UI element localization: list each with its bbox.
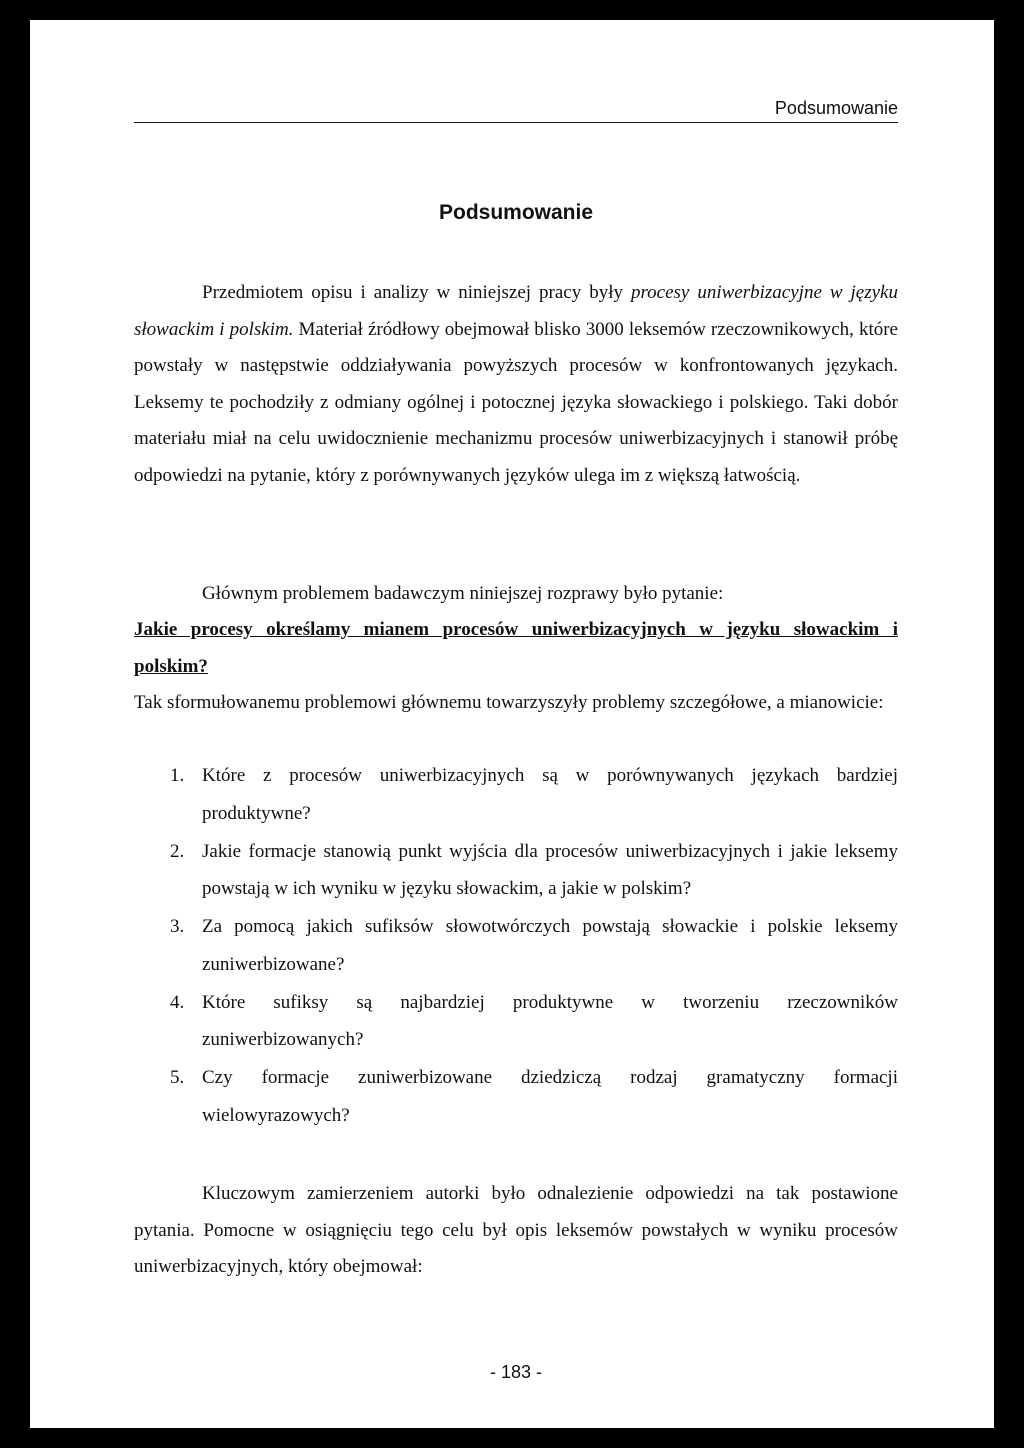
paragraph-intro-lead: Przedmiotem opisu i analizy w niniejszej pracy były	[202, 282, 631, 303]
list-item-text: Za pomocą jakich sufiksów słowotwórczych powstają słowackie i polskie leksemy zuniwerbizowane?	[202, 916, 898, 975]
research-question: Jakie procesy określamy mianem procesów uniwerbizacyjnych w języku słowackim i polskim?	[134, 619, 898, 677]
list-item-text: Czy formacje zuniwerbizowane dziedziczą rodzaj gramatyczny formacji wielowyrazowych?	[202, 1067, 898, 1126]
paragraph-intro-emphasis: procesy uniwerbizacyjne w języku słowackim i polskim.	[134, 282, 898, 340]
list-item-text: Jakie formacje stanowią punkt wyjścia dla procesów uniwerbizacyjnych i jakie leksemy powstają w ich wyniku w języku słowackim, a jakie w polskim?	[202, 840, 898, 899]
list-item-text: Które sufiksy są najbardziej produktywne w tworzeniu rzeczowników zuniwerbizowanych?	[202, 991, 898, 1050]
list-item-number: 3.	[170, 916, 185, 937]
section-title: Podsumowanie	[438, 201, 594, 224]
list-item-number: 4.	[170, 991, 185, 1013]
paragraph-intro-rest: Materiał źródłowy obejmował blisko 3000 leksemów rzeczownikowych, które powstały w następstwie oddziaływania powyższych procesów w konfrontowanych językach. Leksemy te pochodziły z odmiany ogólnej i potocznej języka słowackiego i polskiego. Taki dobór materiału miał na celu uwidocznienie mechanizmu procesów uniwerbizacyjnych i stanowił próbę odpowiedzi na pytanie, który z porównywanych języków ulega im z większą łatwością.	[134, 318, 898, 486]
research-problem-intro: Głównym problemem badawczym niniejszej rozprawy było pytanie:	[202, 583, 724, 604]
list-item	[134, 908, 898, 983]
list-item	[134, 833, 898, 908]
document-page	[30, 20, 994, 1428]
list-item-text: Które z procesów uniwerbizacyjnych są w porównywanych językach bardziej produktywne?	[202, 765, 898, 824]
running-header: Podsumowanie	[134, 96, 898, 123]
list-item	[134, 757, 898, 832]
paragraph-intro	[134, 275, 898, 494]
list-item-number: 1.	[170, 765, 185, 786]
list-item-number: 2.	[170, 840, 185, 862]
list-item	[134, 1059, 898, 1134]
paragraph-conclusion: Kluczowym zamierzeniem autorki było odnalezienie odpowiedzi na tak postawione pytania. Pomocne w osiągnięciu tego celu był opis leksemów powstałych w wyniku procesów uniwerbizacyjnych, który obejmował:	[134, 1183, 898, 1277]
page-number: - 183 -	[489, 1362, 543, 1382]
research-problem-followup: Tak sformułowanemu problemowi głównemu towarzyszyły problemy szczegółowe, a mianowicie:	[134, 692, 884, 713]
list-item-number: 5.	[170, 1067, 185, 1088]
list-item	[134, 984, 898, 1059]
detailed-questions-list	[134, 757, 898, 1135]
